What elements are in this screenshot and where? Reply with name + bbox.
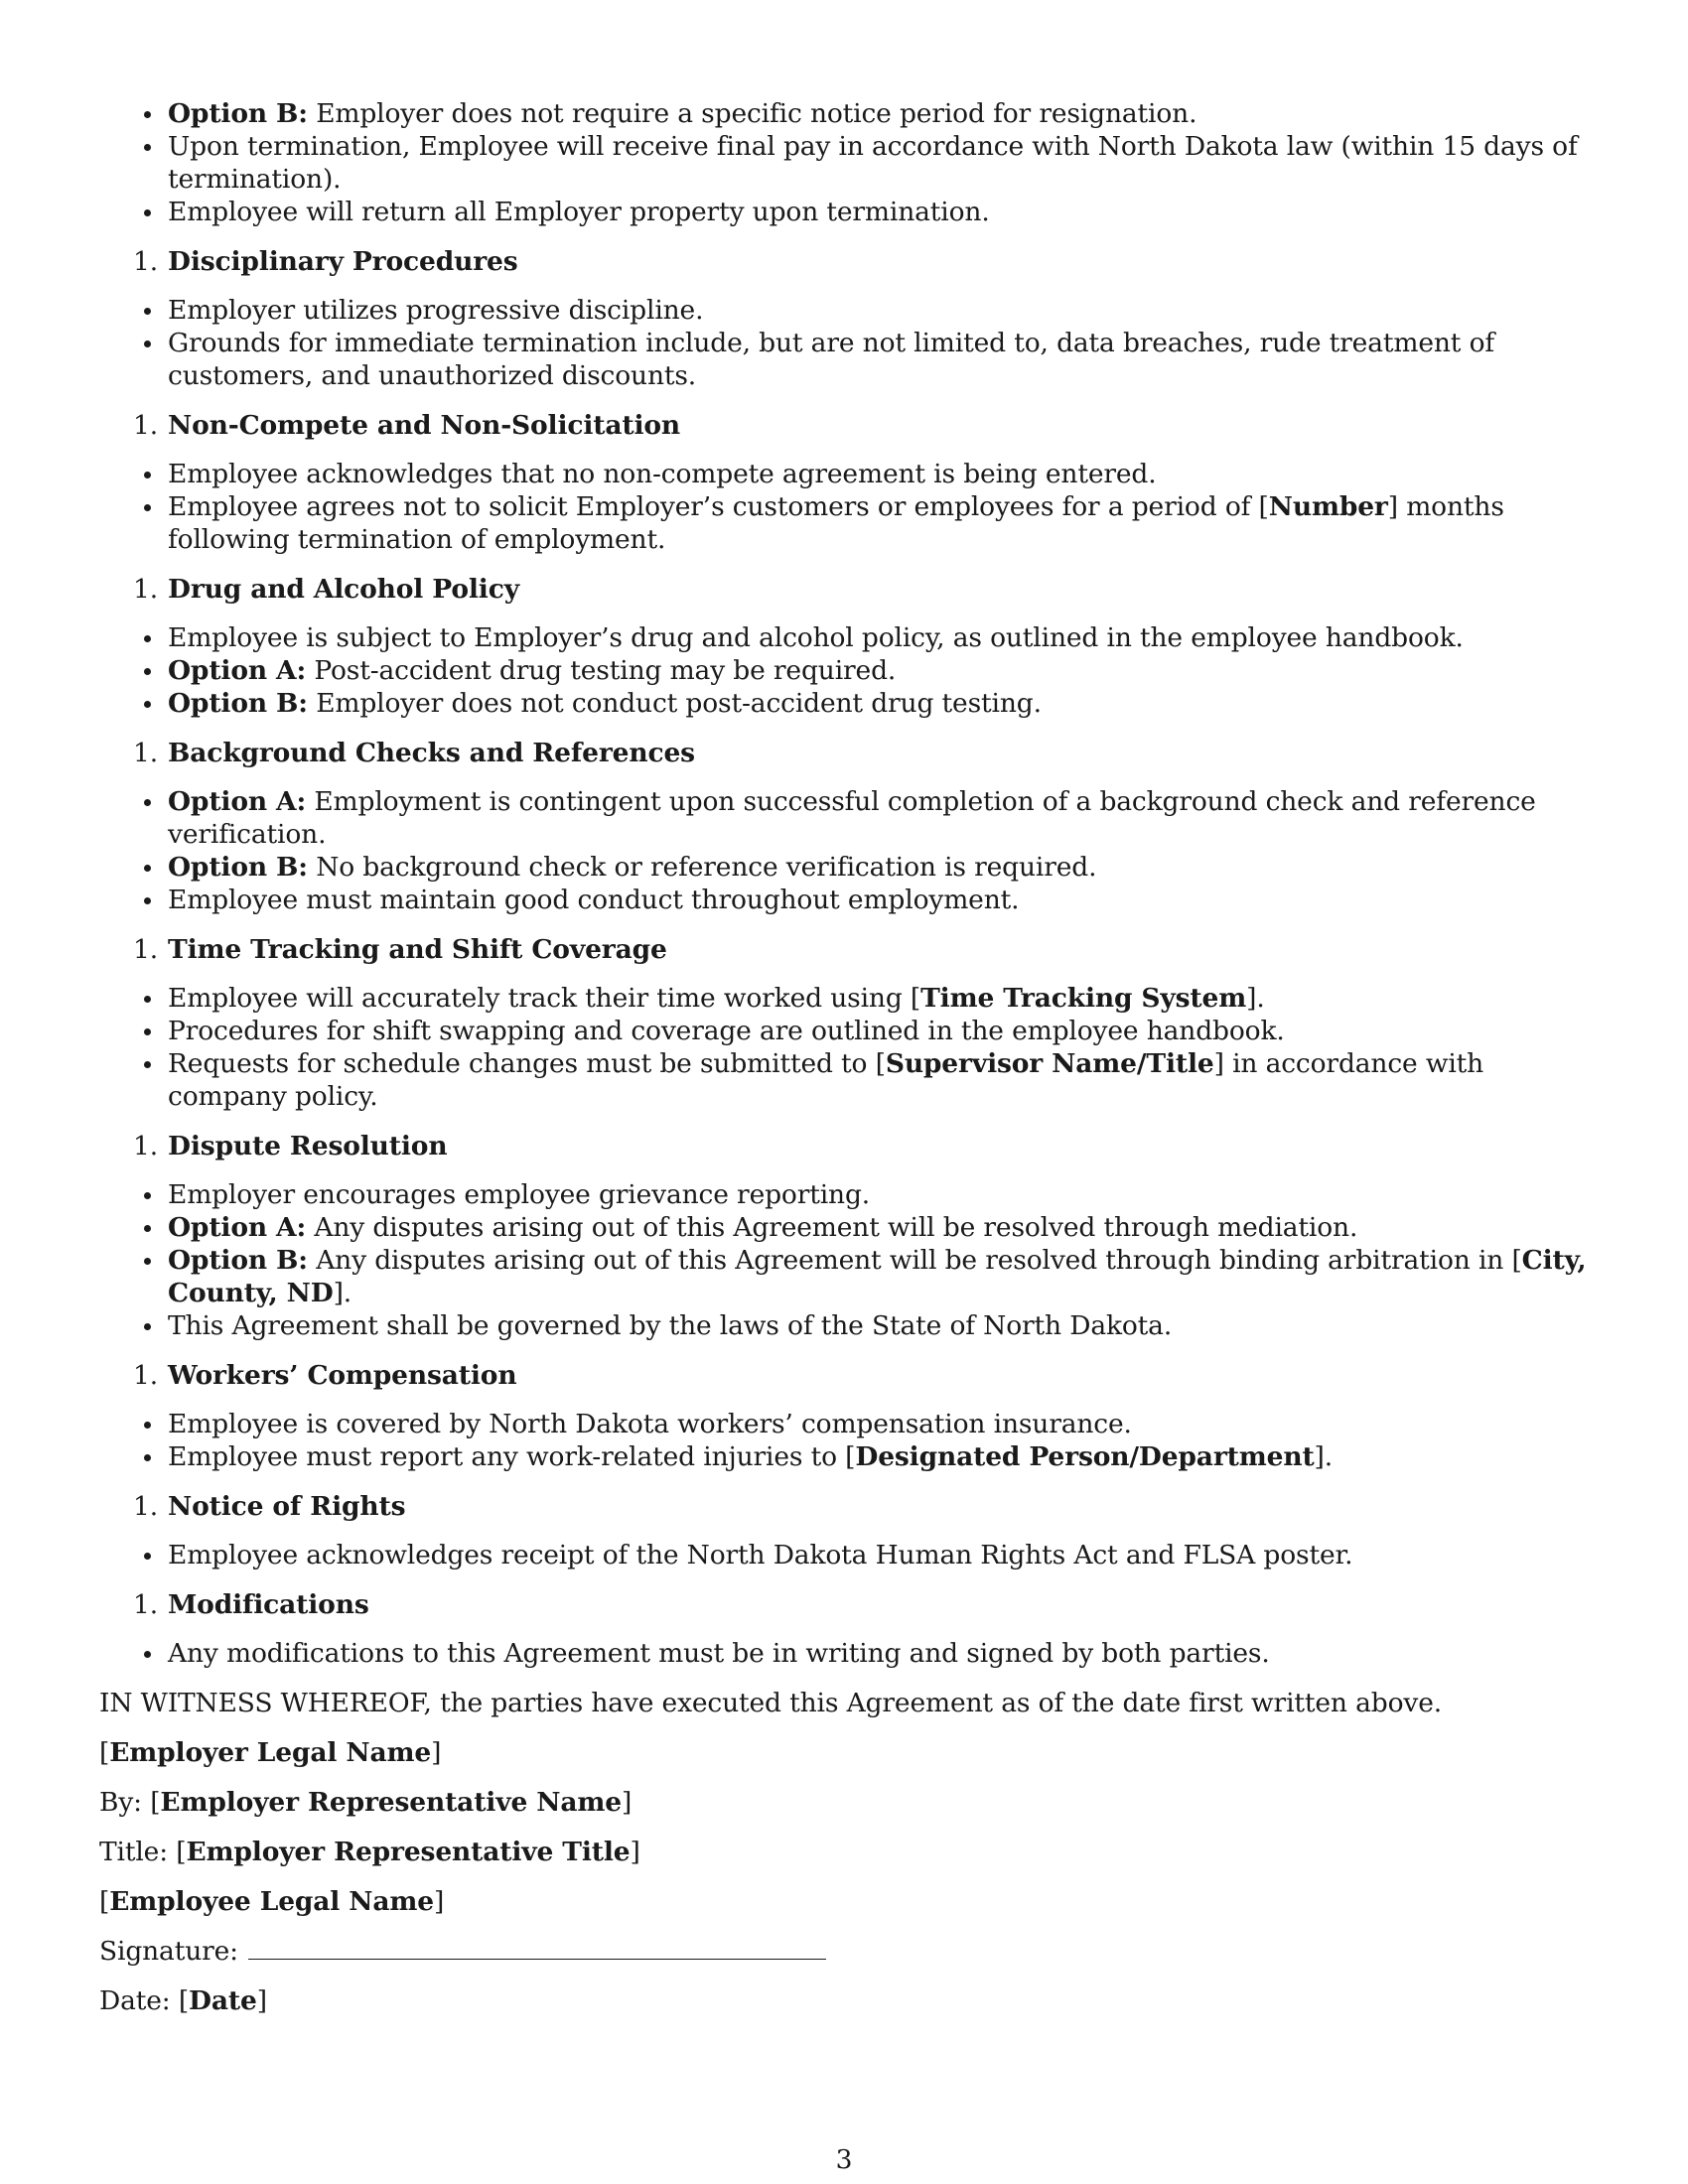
list-item-text: Employee will accurately track their time worked using [ [168,983,921,1014]
bullet-icon [144,144,151,151]
page-number: 3 [835,2144,853,2175]
date-placeholder: Date [189,1985,257,2016]
list-item [99,621,1599,654]
section-number: 1. [133,1589,158,1620]
bullet-icon [144,897,151,904]
list-item-text: Employee is subject to Employer’s drug and alcohol policy, as outlined in the employee handbook. [168,622,1464,653]
section-heading [99,933,1599,966]
list-item [99,687,1599,720]
list-item-text: ]. [333,1278,352,1308]
bullet-icon [144,308,151,315]
section-bullet-list [99,294,1599,392]
list-item [99,1244,1599,1309]
emphasized-text: Option B: [168,1245,308,1276]
list-item-text: Any disputes arising out of this Agreement will be resolved through binding arbitration in [ [307,1245,1522,1276]
list-item-text: Employee must maintain good conduct throughout employment. [168,885,1020,915]
list-item [99,884,1599,916]
list-item-text: Employee acknowledges receipt of the North Dakota Human Rights Act and FLSA poster. [168,1540,1353,1570]
list-item [99,851,1599,884]
list-item-text: Employer does not conduct post-accident drug testing. [307,688,1042,719]
list-item [99,97,1599,130]
list-item-text: Employee will return all Employer property upon termination. [168,197,990,227]
list-item [99,294,1599,327]
list-item [99,785,1599,851]
list-item-text: ] months following termination of employment. [168,491,1504,555]
title-label: Title: [99,1837,168,1867]
list-item [99,1408,1599,1440]
section-heading [99,409,1599,442]
section-number: 1. [133,246,158,277]
section-bullet-list [99,621,1599,720]
section-bullet-list [99,1408,1599,1473]
section-number: 1. [133,410,158,441]
list-item [99,1309,1599,1342]
list-item-text: Employee acknowledges that no non-compete agreement is being entered. [168,459,1157,489]
emphasized-text: Option B: [168,852,308,883]
list-item-text: Employee must report any work-related injuries to [ [168,1441,856,1472]
option-label: Option B: [168,98,308,129]
section-title: Drug and Alcohol Policy [168,574,519,605]
section-heading [99,737,1599,769]
title-line: Title: [Employer Representative Title] [99,1837,640,1867]
bullet-icon [144,668,151,675]
list-item [99,130,1599,196]
section-title: Non-Compete and Non-Solicitation [168,410,681,441]
section-title: Disciplinary Procedures [168,246,518,277]
emphasized-text: Supervisor Name/Title [885,1048,1214,1079]
list-item [99,196,1599,228]
emphasized-text: Designated Person/Department [855,1441,1315,1472]
list-item-text: Employer does not require a specific notice period for resignation. [307,98,1197,129]
emphasized-text: Option A: [168,1212,307,1243]
list-item-text: Any modifications to this Agreement must be in writing and signed by both parties. [168,1638,1270,1669]
list-item-text: This Agreement shall be governed by the laws of the State of North Dakota. [168,1310,1173,1341]
list-item [99,982,1599,1015]
section-title: Background Checks and References [168,738,695,768]
list-item-text: No background check or reference verification is required. [307,852,1097,883]
signature-block [99,1687,1599,2017]
section-heading [99,245,1599,278]
employee-name-line: [Employee Legal Name] [99,1886,445,1917]
bullet-icon [144,1553,151,1560]
list-item [99,1178,1599,1211]
bullet-icon [144,341,151,347]
bullet-icon [144,472,151,478]
list-item-text: Grounds for immediate termination include, but are not limited to, data breaches, rude treatment of customers, and unauthorized discounts. [168,328,1495,391]
emphasized-text: City, County, ND [168,1245,1587,1308]
section-number: 1. [133,574,158,605]
employee-name-placeholder: Employee Legal Name [109,1886,434,1917]
list-item [99,1015,1599,1047]
bullet-icon [144,701,151,708]
employer-title-placeholder: Employer Representative Title [186,1837,631,1867]
bullet-icon [144,1192,151,1199]
section-title: Workers’ Compensation [168,1360,517,1391]
list-item [99,1637,1599,1670]
list-item [99,327,1599,392]
section-title: Notice of Rights [168,1491,406,1522]
date-line: Date: [Date] [99,1985,267,2016]
list-item [99,654,1599,687]
by-line: By: [Employer Representative Name] [99,1787,633,1818]
bullet-icon [144,1422,151,1429]
bullet-icon [144,209,151,216]
list-item-text: Post-accident drug testing may be required. [306,655,897,686]
bullet-icon [144,1061,151,1068]
section-number: 1. [133,934,158,965]
section-heading [99,573,1599,606]
section-bullet-list [99,1178,1599,1342]
employer-name-line: [Employer Legal Name] [99,1737,442,1768]
list-item-text: Employee agrees not to solicit Employer’s customers or employees for a period of [ [168,491,1269,522]
section-bullet-list [99,982,1599,1113]
list-item [99,1539,1599,1571]
list-item [99,1047,1599,1113]
employer-rep-placeholder: Employer Representative Name [160,1787,622,1818]
emphasized-text: Option A: [168,655,307,686]
list-item-text: Requests for schedule changes must be submitted to [ [168,1048,886,1079]
section-bullet-list [99,785,1599,916]
signature-line [248,1937,826,1960]
bullet-icon [144,865,151,872]
section-number: 1. [133,738,158,768]
list-item-text: Employment is contingent upon successful completion of a background check and reference verification. [168,786,1536,850]
list-item-text: Procedures for shift swapping and coverage are outlined in the employee handbook. [168,1016,1285,1046]
emphasized-text: Option B: [168,688,308,719]
section-bullet-list [99,458,1599,556]
list-item-text: ] in accordance with company policy. [168,1048,1484,1112]
section-heading [99,1130,1599,1162]
sections-container [99,245,1599,1670]
section-heading [99,1490,1599,1523]
section-heading [99,1588,1599,1621]
list-item-text: ]. [1246,983,1265,1014]
bullet-icon [144,799,151,806]
bullet-icon [144,996,151,1003]
bullet-icon [144,1454,151,1461]
top-bullet-list [99,97,1599,228]
section-title: Dispute Resolution [168,1131,448,1161]
bullet-icon [144,1651,151,1658]
bullet-icon [144,1258,151,1265]
list-item-text: Employee is covered by North Dakota workers’ compensation insurance. [168,1409,1132,1439]
section-number: 1. [133,1360,158,1391]
list-item [99,458,1599,490]
section-heading [99,1359,1599,1392]
section-title: Modifications [168,1589,369,1620]
emphasized-text: Time Tracking System [920,983,1247,1014]
signature-row [99,1935,1599,1968]
list-item-text: ]. [1314,1441,1334,1472]
list-item-text: Any disputes arising out of this Agreement will be resolved through mediation. [306,1212,1358,1243]
list-item-text: Upon termination, Employee will receive final pay in accordance with North Dakota law (within 15 days of termination). [168,131,1578,195]
list-item-text: Employer utilizes progressive discipline. [168,295,704,326]
witness-statement: IN WITNESS WHEREOF, the parties have executed this Agreement as of the date first written above. [99,1688,1443,1718]
employer-name-placeholder: Employer Legal Name [109,1737,432,1768]
bullet-icon [144,504,151,511]
by-label: By: [99,1787,142,1818]
list-item [99,1211,1599,1244]
emphasized-text: Option A: [168,786,307,817]
bullet-icon [144,635,151,642]
bullet-icon [144,1028,151,1035]
signature-label: Signature: [99,1936,238,1967]
bullet-icon [144,111,151,118]
emphasized-text: Number [1268,491,1388,522]
bullet-icon [144,1323,151,1330]
section-number: 1. [133,1131,158,1161]
list-item-text: Employer encourages employee grievance reporting. [168,1179,871,1210]
date-label: Date: [99,1985,171,2016]
section-bullet-list [99,1539,1599,1571]
bullet-icon [144,1225,151,1232]
list-item [99,1440,1599,1473]
section-number: 1. [133,1491,158,1522]
section-title: Time Tracking and Shift Coverage [168,934,667,965]
section-bullet-list [99,1637,1599,1670]
document-body [99,97,1599,2017]
list-item [99,490,1599,556]
